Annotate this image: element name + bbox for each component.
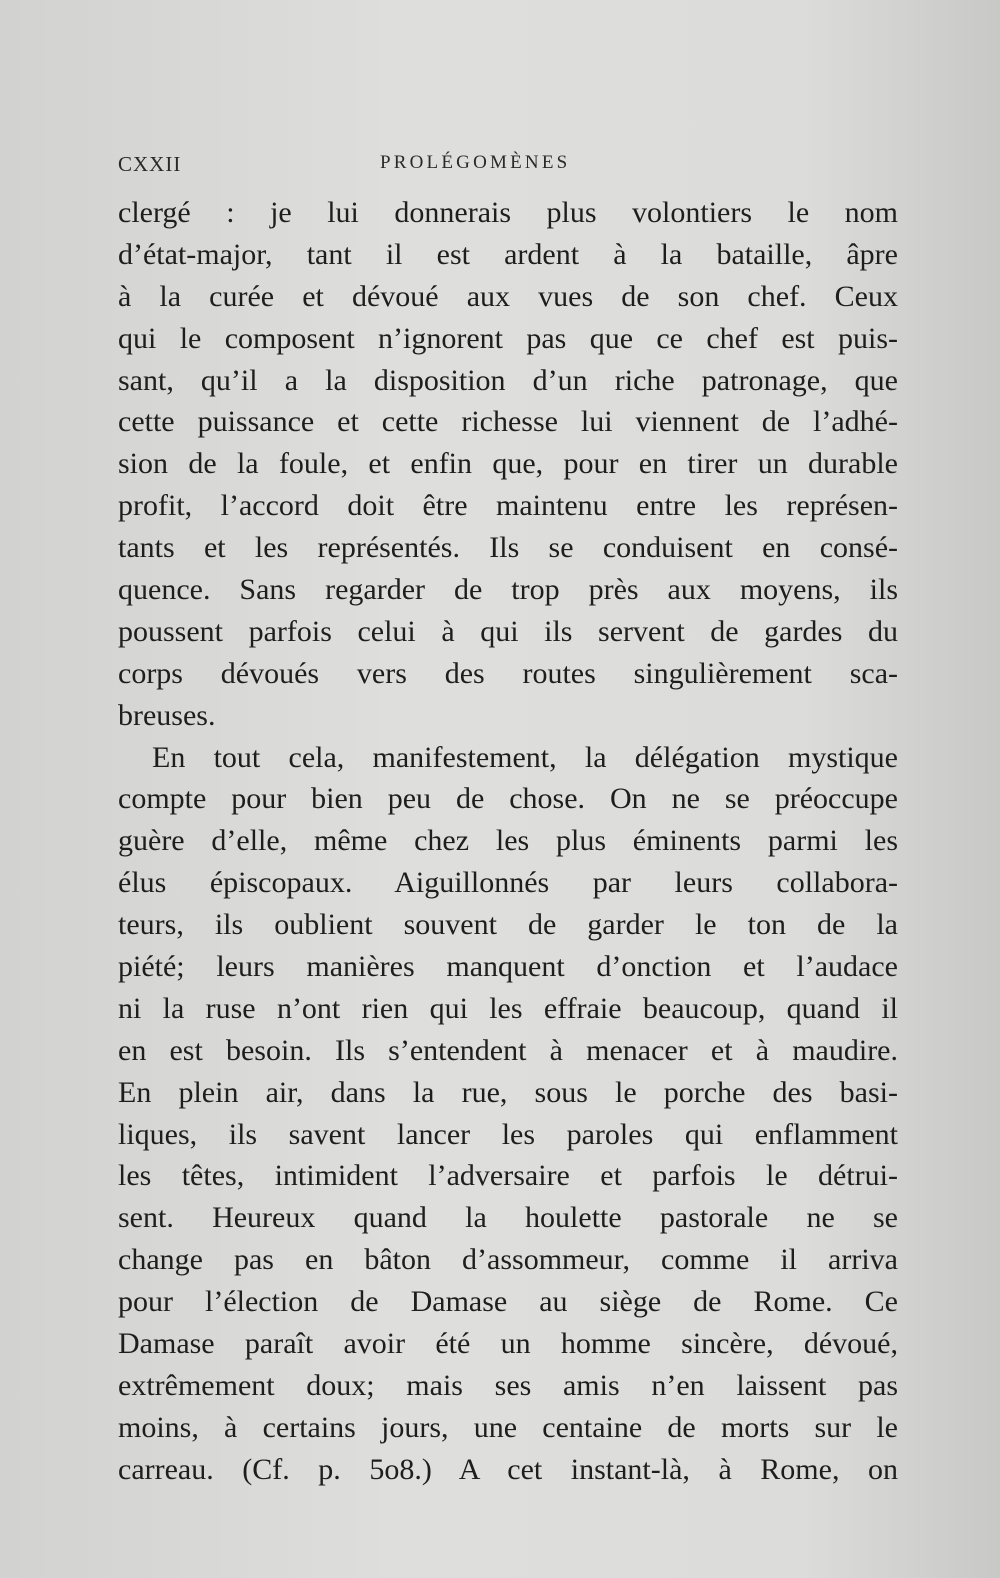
text-line: carreau. (Cf. p. 5o8.) A cet instant-là, à Rome, on: [118, 1452, 898, 1486]
text-line: corps dévoués vers des routes singulièrement sca-: [118, 656, 898, 690]
text-line: sent. Heureux quand la houlette pastorale ne se: [118, 1201, 898, 1235]
text-line: teurs, ils oublient souvent de garder le ton de la: [118, 908, 898, 942]
text-line: ni la ruse n’ont rien qui les effraie beaucoup, quand il: [118, 991, 898, 1025]
text-line: poussent parfois celui à qui ils servent de gardes du: [118, 614, 898, 648]
text-line: moins, à certains jours, une centaine de morts sur le: [118, 1410, 898, 1444]
body-text: [118, 192, 898, 1491]
text-line: quence. Sans regarder de trop près aux moyens, ils: [118, 573, 898, 607]
page-number: CXXII: [118, 152, 182, 176]
text-line: breuses.: [118, 698, 216, 732]
text-line: profit, l’accord doit être maintenu entre les représen-: [118, 489, 898, 523]
text-line: extrêmement doux; mais ses amis n’en laissent pas: [118, 1368, 898, 1402]
text-line: sion de la foule, et enfin que, pour en tirer un durable: [118, 447, 898, 481]
text-line: pour l’élection de Damase au siège de Rome. Ce: [118, 1285, 898, 1319]
text-line: qui le composent n’ignorent pas que ce chef est puis-: [118, 321, 898, 355]
text-line: à la curée et dévoué aux vues de son chef. Ceux: [118, 279, 898, 313]
text-line: en est besoin. Ils s’entendent à menacer et à maudire.: [118, 1033, 898, 1067]
text-line: clergé : je lui donnerais plus volontiers le nom: [118, 196, 898, 229]
text-line: d’état-major, tant il est ardent à la bataille, âpre: [118, 237, 898, 271]
text-line: tants et les représentés. Ils se conduisent en consé-: [118, 531, 898, 565]
text-line: guère d’elle, même chez les plus éminents parmi les: [118, 824, 898, 858]
running-title: PROLÉGOMÈNES: [380, 152, 571, 173]
running-head: [118, 152, 898, 182]
text-line: liques, ils savent lancer les paroles qui enflamment: [118, 1117, 898, 1151]
text-line: sant, qu’il a la disposition d’un riche patronage, que: [118, 363, 898, 397]
text-line: piété; leurs manières manquent d’onction et l’audace: [118, 950, 898, 984]
text-line: compte pour bien peu de chose. On ne se préoccupe: [118, 782, 898, 816]
text-line: cette puissance et cette richesse lui viennent de l’adhé-: [118, 405, 898, 439]
text-line: En plein air, dans la rue, sous le porche des basi-: [118, 1075, 898, 1109]
text-line: change pas en bâton d’assommeur, comme il arriva: [118, 1243, 898, 1277]
paragraph-first-line: En tout cela, manifestement, la délégation mystique: [152, 740, 898, 774]
text-line: Damase paraît avoir été un homme sincère, dévoué,: [118, 1327, 898, 1361]
text-line: les têtes, intimident l’adversaire et parfois le détrui-: [118, 1159, 898, 1193]
text-line: élus épiscopaux. Aiguillonnés par leurs collabora-: [118, 866, 898, 900]
